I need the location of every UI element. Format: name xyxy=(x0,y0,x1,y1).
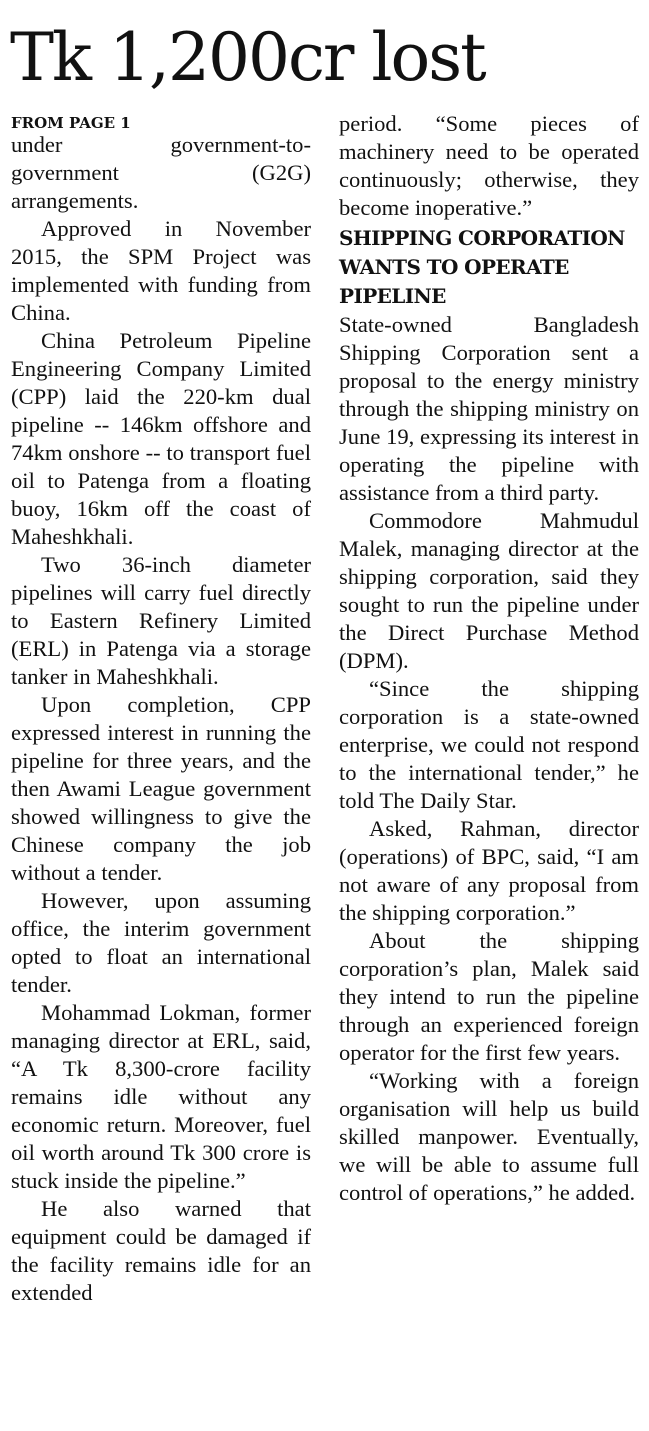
body-paragraph: However, upon assuming office, the interim government opted to float an international tender. xyxy=(11,888,311,997)
jump-kicker: FROM PAGE 1 xyxy=(11,114,131,132)
body-paragraph: Upon completion, CPP expressed interest in running the pipeline for three years, and the then Awami League government showed willingness to give the Chinese company the job without a tender. xyxy=(11,692,311,885)
body-paragraph: Mohammad Lokman, former managing director at ERL, said, “A Tk 8,300-crore facility remains idle without any economic return. Moreover, fuel oil worth around Tk 300 crore is stuck inside the pipeline.” xyxy=(11,1000,311,1193)
body-paragraph: He also warned that equipment could be damaged if the facility remains idle for an extended xyxy=(11,1196,311,1305)
body-paragraph: “Working with a foreign organisation will help us build skilled manpower. Eventually, we will be able to assume full control of operations,” he added. xyxy=(339,1068,639,1205)
body-paragraph: Commodore Mahmudul Malek, managing director at the shipping corporation, said they sought to run the pipeline under the Direct Purchase Method (DPM). xyxy=(339,508,639,673)
headline: Tk 1,200cr lost xyxy=(10,19,485,96)
body-paragraph-continued: period. “Some pieces of machinery need to be operated continuously; otherwise, they become inoperative.” xyxy=(339,111,639,220)
body-paragraph: Two 36-inch diameter pipelines will carry fuel directly to Eastern Refinery Limited (ERL) in Patenga via a storage tanker in Maheshkhali. xyxy=(11,552,311,689)
body-paragraph: Asked, Rahman, director (operations) of BPC, said, “I am not aware of any proposal from the shipping corporation.” xyxy=(339,816,639,925)
article-column-right xyxy=(339,110,639,1207)
body-paragraph: “Since the shipping corporation is a state-owned enterprise, we could not respond to the international tender,” he told The Daily Star. xyxy=(339,676,639,813)
body-paragraph: under government-to-government (G2G) arrangements. xyxy=(11,132,311,213)
body-paragraph: Approved in November 2015, the SPM Project was implemented with funding from China. xyxy=(11,216,311,325)
body-paragraph: State-owned Bangladesh Shipping Corporation sent a proposal to the energy ministry through the shipping ministry on June 19, expressing its interest in operating the pipeline with assistance from a third party. xyxy=(339,312,639,505)
body-paragraph: About the shipping corporation’s plan, Malek said they intend to run the pipeline through an experienced foreign operator for the first few years. xyxy=(339,928,639,1065)
article-column-left xyxy=(11,110,311,1307)
body-paragraph: China Petroleum Pipeline Engineering Company Limited (CPP) laid the 220-km dual pipeline -- 146km offshore and 74km onshore -- to transport fuel oil to Patenga from a floating buoy, 16km off the coast of Maheshkhali. xyxy=(11,328,311,549)
section-subhead: SHIPPING CORPORATION WANTS TO OPERATE PIPELINE xyxy=(339,226,625,308)
